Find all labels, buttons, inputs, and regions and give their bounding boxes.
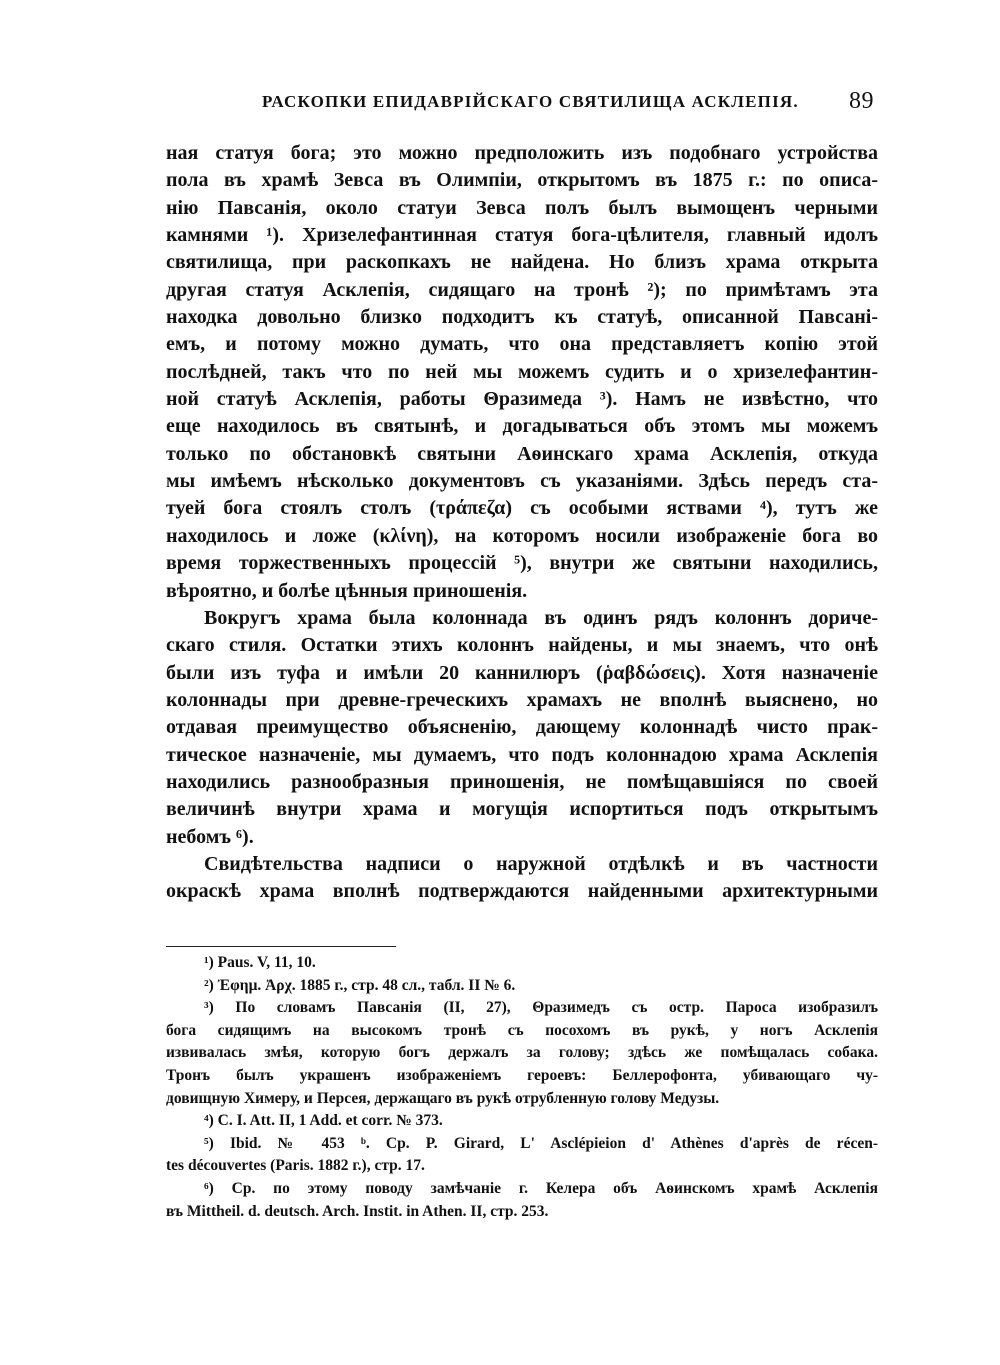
footnote-line: ⁶) Ср. по этому поводу замѣчаніе г. Келера объ Аѳинскомъ храмѣ Асклепія — [204, 1179, 878, 1197]
page-header — [166, 88, 878, 118]
text-line: ная статуя бога; это можно предположить изъ подобнаго устройства — [166, 142, 878, 164]
text-line: величинѣ внутри храма и могущія испортиться подъ открытымъ — [166, 798, 878, 821]
text-line: отдавая преимущество объясненію, дающему колоннадѣ чисто прак- — [166, 716, 878, 739]
footnote-line: ⁴) C. I. Att. II, 1 Add. et corr. № 373. — [204, 1112, 443, 1130]
text-line: мы имѣемъ нѣсколько документовъ съ указаніями. Здѣсь передъ ста- — [166, 470, 878, 493]
page-number: 89 — [849, 88, 874, 114]
text-line: послѣдней, такъ что по ней мы можемъ судить и о хризелефантин- — [166, 360, 878, 383]
text-line: Вокругъ храма была колоннада въ одинъ рядъ колоннъ дориче- — [204, 606, 878, 629]
footnote-line: ²) Ἐφημ. Ἀρχ. 1885 г., стр. 48 сл., табл. II № 6. — [204, 976, 516, 994]
footnote-line: извивалась змѣя, которую богъ держалъ за голову; здѣсь же помѣщалась собака. — [166, 1044, 878, 1062]
footnote-line: ³) По словамъ Павсанія (II, 27), Θразимедъ съ остр. Пароса изобразилъ — [204, 999, 878, 1017]
text-line: туей бога стоялъ столъ (τράπεζα) съ особыми яствами ⁴), тутъ же — [166, 497, 878, 520]
footnote-divider — [166, 946, 396, 947]
text-line: вѣроятно, и болѣе цѣнныя приношенія. — [166, 579, 528, 602]
text-line: только по обстановкѣ святыни Аѳинскаго храма Асклепія, откуда — [166, 442, 878, 465]
footnote-line: бога сидящимъ на высокомъ тронѣ съ посохомъ въ рукѣ, у ногъ Асклепія — [166, 1021, 878, 1039]
footnote-line: Тронъ былъ украшенъ изображеніемъ героевъ: Беллерофонта, убивающаго чу- — [166, 1066, 878, 1084]
text-line: скаго стиля. Остатки этихъ колоннъ найдены, и мы знаемъ, что онѣ — [166, 634, 878, 657]
text-line: нію Павсанія, около статуи Зевса полъ былъ вымощенъ черными — [166, 196, 878, 219]
footnote-line: ⁵) Ibid. № 453 ᵇ. Ср. P. Girard, L' Asclépieion d' Athènes d'après de récen- — [204, 1134, 878, 1152]
text-line: находилось и ложе (κλίνη), на которомъ носили изображеніе бога во — [166, 524, 878, 547]
text-line: ной статуѣ Асклепія, работы Θразимеда ³). Намъ не извѣстно, что — [166, 388, 878, 411]
text-line: колоннады при древне-греческихъ храмахъ не вполнѣ выяснено, но — [166, 688, 878, 711]
text-line: находились разнообразныя приношенія, не помѣщавшіяся по своей — [166, 770, 878, 793]
footnote-line: въ Mittheil. d. deutsch. Arch. Instit. in Athen. II, стр. 253. — [166, 1202, 549, 1220]
text-line: святилища, при раскопкахъ не найдена. Но близъ храма открыта — [166, 251, 878, 274]
text-line: окраскѣ храма вполнѣ подтверждаются найденными архитектурными — [166, 880, 878, 903]
footnote-line: ¹) Paus. V, 11, 10. — [204, 954, 316, 971]
footnotes — [166, 952, 878, 1223]
text-line: время торжественныхъ процессій ⁵), внутри же святыни находились, — [166, 552, 878, 575]
text-line: камнями ¹). Хризелефантинная статуя бога-цѣлителя, главный идолъ — [166, 224, 878, 247]
text-line: емъ, и потому можно думать, что она представляетъ копію этой — [166, 333, 878, 356]
text-line: тическое назначеніе, мы думаемъ, что подъ колоннадою храма Асклепія — [166, 743, 878, 766]
text-line: пола въ храмѣ Зевса въ Олимпіи, открытомъ въ 1875 г.: по описа- — [166, 169, 878, 192]
text-line: были изъ туфа и имѣли 20 каннилюръ (ῥαβδώσεις). Хотя назначеніе — [166, 661, 878, 684]
text-line: еще находилось въ святынѣ, и догадываться объ этомъ мы можемъ — [166, 415, 878, 438]
text-line: небомъ ⁶). — [166, 825, 254, 848]
running-title: РАСКОПКИ ЕПИДАВРІЙСКАГО СВЯТИЛИЩА АСКЛЕПІЯ. — [262, 92, 799, 111]
footnote-line: tes découvertes (Paris. 1882 г.), стр. 17. — [166, 1157, 425, 1175]
text-line: Свидѣтельства надписи о наружной отдѣлкѣ и въ частности — [204, 852, 878, 875]
footnote-line: довищную Химеру, и Персея, держащаго въ рукѣ отрубленную голову Медузы. — [166, 1089, 720, 1107]
text-line: другая статуя Асклепія, сидящаго на тронѣ ²); по примѣтамъ эта — [166, 278, 878, 301]
main-text — [166, 140, 878, 906]
text-line: находка довольно близко подходитъ къ статуѣ, описанной Павсані- — [166, 306, 878, 329]
